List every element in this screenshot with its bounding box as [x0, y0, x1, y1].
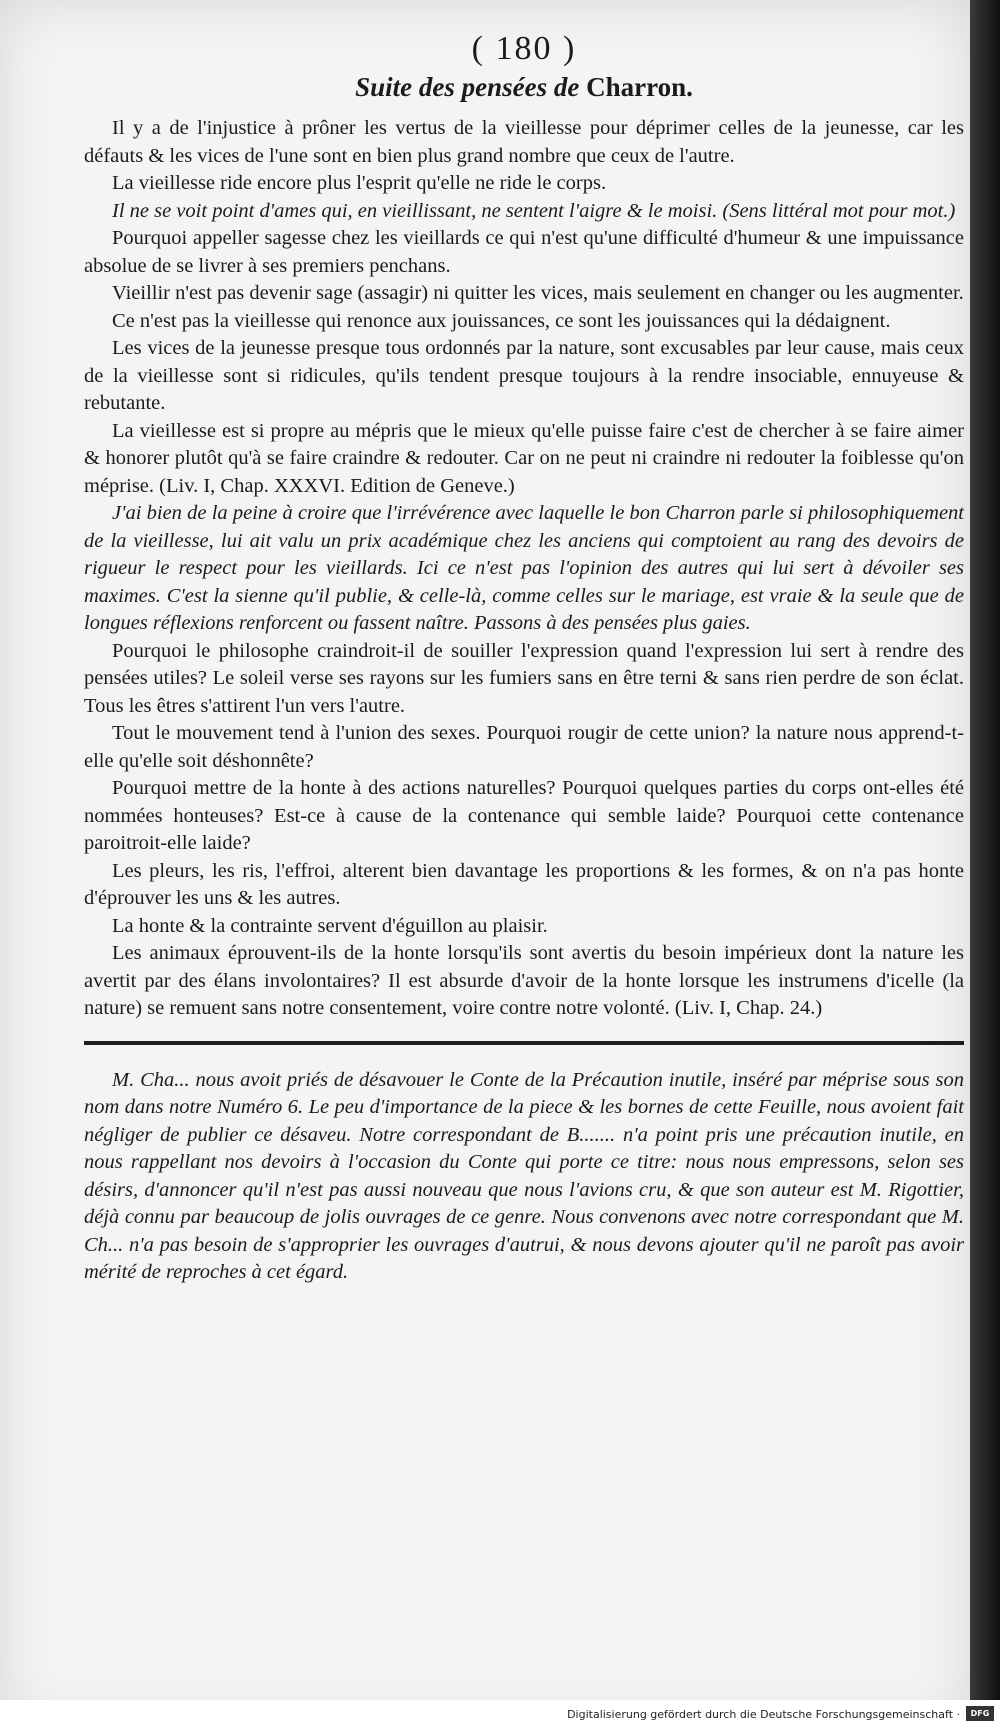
book-edge — [970, 0, 1000, 1730]
paragraph: Vieillir n'est pas devenir sage (assagir) ni quitter les vices, mais seulement en changer ou les augmenter. — [112, 282, 964, 304]
page-heading — [84, 72, 964, 103]
page-text — [84, 30, 964, 1287]
paragraph: Il ne se voit point d'ames qui, en vieillissant, ne sentent l'aigre & le moisi. (Sens littéral mot pour mot.) — [112, 199, 956, 222]
footer-credit: Digitalisierung gefördert durch die Deutsche Forschungsgemeinschaft · — [567, 1708, 960, 1721]
paragraph: Les vices de la jeunesse presque tous ordonnés par la nature, sont excusables par leur cause, mais ceux de la vieillesse sont si ridicules, qu'ils tendent presque toujours à la rendre insociable, ennuyeuse & rebutante. — [84, 337, 964, 414]
heading-italic: Suite des pensées de — [355, 72, 580, 102]
paragraph: Les pleurs, les ris, l'effroi, alterent bien davantage les proportions & les formes, & on n'a pas honte d'éprouver les uns & les autres. — [84, 859, 964, 909]
paragraph: Il y a de l'injustice à prôner les vertus de la vieillesse pour déprimer celles de la jeunesse, car les défauts & les vices de l'une sont en bien plus grand nombre que ceux de l'autre. — [84, 117, 964, 167]
paragraph: Pourquoi mettre de la honte à des actions naturelles? Pourquoi quelques parties du corps ont-elles été nommées honteuses? Est-ce à cause de la contenance qui semble laide? Pourquoi cette contenance paroitroit-elle laide? — [84, 777, 964, 854]
digitization-footer — [0, 1700, 1000, 1730]
paragraph: Pourquoi le philosophe craindroit-il de souiller l'expression quand l'expression lui sert à rendre des pensées utiles? Le soleil verse ses rayons sur les fumiers sans en être terni & sans rien perdre de son éclat. Tous les êtres s'attirent l'un vers l'autre. — [84, 639, 964, 717]
paragraph: Pourquoi appeller sagesse chez les vieillards ce qui n'est qu'une difficulté d'humeur & une impuissance absolue de se livrer à ses premiers penchans. — [84, 227, 964, 277]
heading-name: Charron. — [586, 72, 693, 102]
paragraph: La vieillesse est si propre au mépris que le mieux qu'elle puisse faire c'est de chercher à se faire aimer & honorer plutôt qu'à se faire craindre & redouter. Car on ne peut ni craindre ni redouter la foiblesse qu'on méprise. (Liv. I, Chap. XXXVI. Edition de Geneve.) — [84, 419, 964, 497]
page-number: ( 180 ) — [471, 30, 577, 67]
paragraph: Les animaux éprouvent-ils de la honte lorsqu'ils sont avertis du besoin impérieux dont la nature les avertit par des élans involontaires? Il est absurde d'avoir de la honte lorsque les instrumens d'icelle (la nature) se remuent sans notre consentement, voire contre notre volonté. (Liv. I, Chap. 24.) — [84, 942, 964, 1019]
dfg-logo-icon: DFG — [966, 1706, 994, 1721]
editorial-notice: M. Cha... nous avoit priés de désavouer le Conte de la Précaution inutile, inséré par méprise sous son nom dans notre Numéro 6. Le peu d'importance de la piece & les bornes de cette Feuille, nous avoient fait négliger de publier ce désaveu. Notre correspondant de B....... n'a point pris une précaution inutile, en nous rappellant nos devoirs à l'occasion du Conte qui porte ce titre: nous nous empressons, selon ses désirs, d'annoncer qu'il n'est pas aussi nouveau que nous l'avions cru, & que son auteur est M. Rigottier, déjà connu par beaucoup de jolis ouvrages de ce genre. Nous convenons avec notre correspondant que M. Ch... n'a pas besoin de s'approprier les ouvrages d'autrui, & nous devons ajouter qu'il ne paroît pas avoir mérité de reproches à cet égard. — [84, 1068, 964, 1283]
paragraph: Ce n'est pas la vieillesse qui renonce aux jouissances, ce sont les jouissances qui la dédaignent. — [112, 309, 891, 332]
paragraph: La honte & la contrainte servent d'éguillon au plaisir. — [112, 914, 548, 937]
paragraph: Tout le mouvement tend à l'union des sexes. Pourquoi rougir de cette union? la nature nous apprend-t-elle qu'elle soit déshonnête? — [84, 722, 964, 772]
section-divider — [84, 1041, 964, 1045]
paragraph: La vieillesse ride encore plus l'esprit qu'elle ne ride le corps. — [112, 172, 607, 194]
paragraph: J'ai bien de la peine à croire que l'irrévérence avec laquelle le bon Charron parle si philosophiquement de la vieillesse, lui ait valu un prix académique chez les anciens qui comptoient au rang des devoirs de rigueur le respect pour les vieillards. Ici ce n'est pas l'opinion des autres qui lui sert à dévoiler ses maximes. C'est la sienne qu'il publie, & celle-là, comme celles sur le mariage, est vraie & la seule que de longues réflexions renforcent ou fassent naître. Passons à des pensées plus gaies. — [84, 502, 964, 634]
